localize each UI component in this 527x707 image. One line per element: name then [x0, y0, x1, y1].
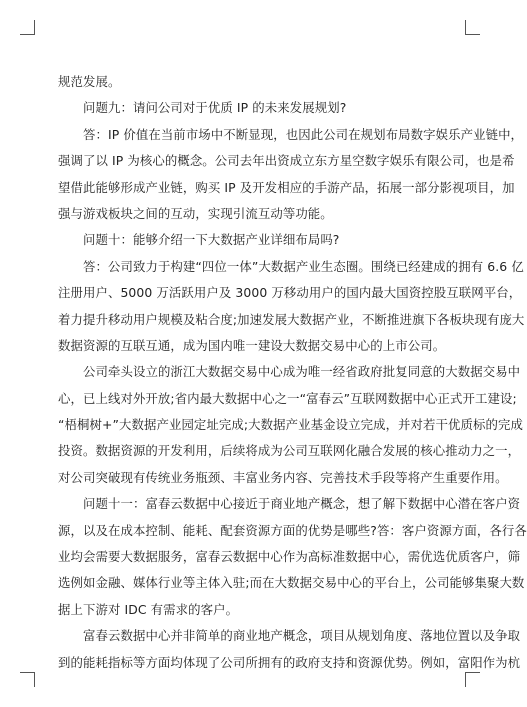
text-line: 公司牵头设立的浙江大数据交易中心成为唯一经省政府批复同意的大数据交易中: [83, 364, 521, 380]
text-line: 投资。数据资源的开发利用，后续将成为公司互联网化融合发展的核心推动力之一，: [58, 443, 521, 459]
text-line: 对公司突破现有传统业务瓶颈、丰富业务内容、完善技术手段等将产生重要作用。: [58, 469, 508, 485]
text-line: “梧桐树+”大数据产业园定址完成;大数据产业基金设立完成，并对若干优质标的完成: [58, 417, 523, 433]
text-line: 注册用户、5000 万活跃用户及 3000 万移动用户的国内最大国资控股互联网平台，: [58, 285, 522, 301]
question-11: 问题十一：富春云数据中心接近于商业地产概念，想了解下数据中心潜在客户资: [83, 496, 521, 512]
text-line: 着力提升移动用户规模及粘合度;加速发展大数据产业，不断推进旗下各板块现有庞大: [58, 311, 525, 327]
text-line: 规范发展。: [58, 74, 121, 89]
crop-mark-bottom-left: [20, 672, 35, 687]
text-line: 选例如金融、媒体行业等主体入驻;而在大数据交易中心的平台上，公司能够集聚大数: [58, 575, 525, 591]
text-line: 到的能耗指标等方面均体现了公司所拥有的政府支持和资源优势。例如，富阳作为杭: [58, 654, 521, 670]
text-line: 数据资源的互联互通，成为国内唯一建设大数据交易中心的上市公司。: [58, 337, 446, 353]
text-line: 业均会需要大数据服务，富春云数据中心作为高标准数据中心，需优选优质客户，筛: [58, 549, 521, 565]
question-10: 问题十：能够介绍一下大数据产业详细布局吗?: [83, 232, 340, 248]
question-9: 问题九：请问公司对于优质 IP 的未来发展规划?: [83, 100, 347, 116]
text-line: 心，已上线对外开放;省内最大数据中心之一“富春云”互联网数据中心正式开工建设;: [58, 390, 517, 406]
text-line: 强与游戏板块之间的互动，实现引流互动等功能。: [58, 205, 333, 221]
document-body: [58, 69, 527, 676]
crop-mark-top-right: [465, 20, 480, 35]
text-line: 答：公司致力于构建“四位一体”大数据产业生态圈。围绕已经建成的拥有 6.6 亿: [83, 258, 524, 274]
text-line: 望借此能够形成产业链，购买 IP 及开发相应的手游产品，拓展一部分影视项目，加: [58, 179, 515, 195]
text-line: 富春云数据中心并非简单的商业地产概念，项目从规划角度、落地位置以及争取: [83, 628, 521, 644]
text-line: 强调了以 IP 为核心的概念。公司去年出资成立东方星空数字娱乐有限公司，也是希: [58, 153, 515, 169]
text-line: 据上下游对 IDC 有需求的客户。: [58, 601, 239, 617]
text-line: 源，以及在成本控制、能耗、配套资源方面的优势是哪些?答：客户资源方面，各行各: [58, 522, 527, 538]
crop-mark-bottom-right: [465, 672, 480, 687]
crop-mark-top-left: [20, 20, 35, 35]
text-line: 答：IP 价值在当前市场中不断显现，也因此公司在规划布局数字娱乐产业链中，: [83, 126, 524, 142]
